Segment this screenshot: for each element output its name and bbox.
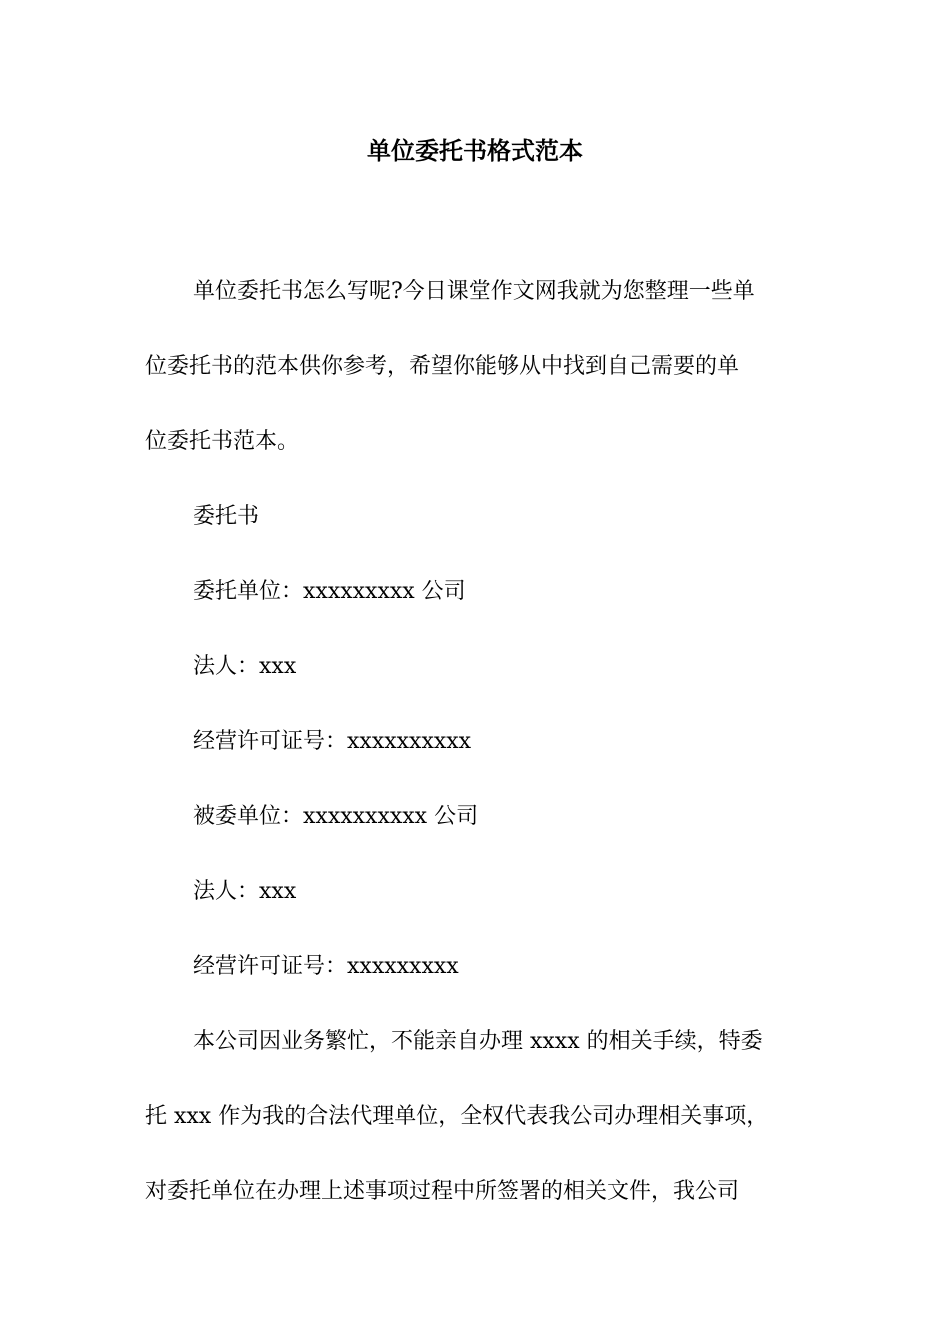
intro-line: 单位委托书怎么写呢?今日课堂作文网我就为您整理一些单 — [193, 279, 755, 304]
intro-line: 位委托书范本。 — [145, 429, 300, 454]
field-line: 委托单位：xxxxxxxxx 公司 — [193, 579, 466, 604]
body-line: 对委托单位在办理上述事项过程中所签署的相关文件，我公司 — [145, 1179, 740, 1204]
document-body — [145, 254, 835, 1229]
body-line: 托 xxx 作为我的合法代理单位，全权代表我公司办理相关事项， — [145, 1104, 769, 1129]
field-line: 经营许可证号：xxxxxxxxxx — [193, 729, 472, 754]
intro-line: 位委托书的范本供你参考，希望你能够从中找到自己需要的单 — [145, 354, 740, 379]
body-line: 本公司因业务繁忙，不能亲自办理 xxxx 的相关手续，特委 — [193, 1029, 763, 1054]
field-line: 经营许可证号：xxxxxxxxx — [193, 954, 459, 979]
field-heading: 委托书 — [193, 504, 260, 529]
field-line: 被委单位：xxxxxxxxxx 公司 — [193, 804, 479, 829]
field-line: 法人：xxx — [193, 654, 297, 679]
field-line: 法人：xxx — [193, 879, 297, 904]
document-title: 单位委托书格式范本 — [367, 136, 583, 165]
